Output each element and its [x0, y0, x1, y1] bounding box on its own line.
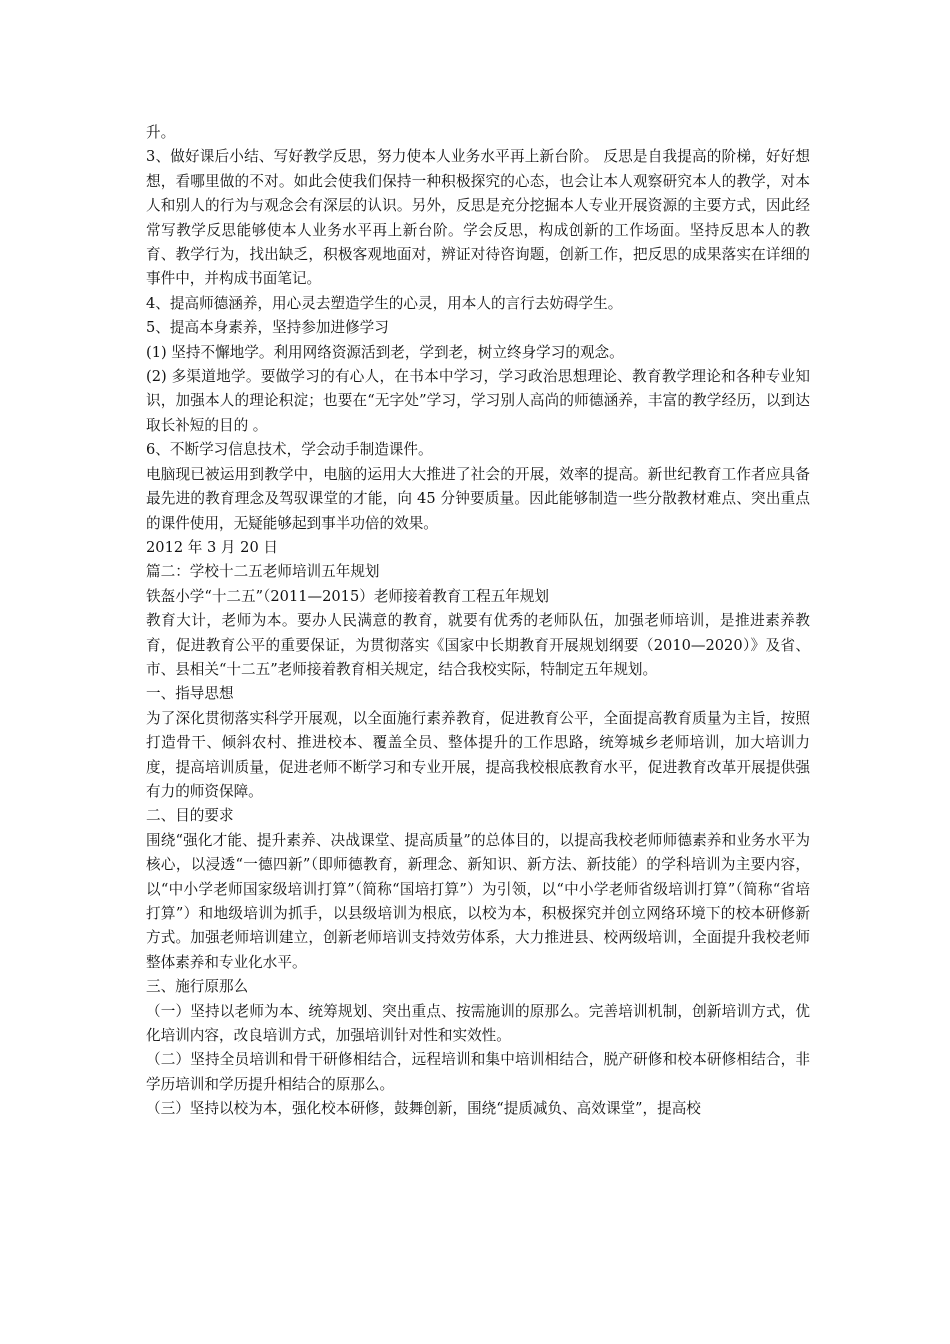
plan-title: 铁盔小学“十二五”（2011—2015）老师接着教育工程五年规划 [146, 587, 549, 605]
paragraph-goals: 围绕“强化才能、提升素养、决战课堂、提高质量”的总体目的，以提高我校老师师德素养和业务水平为核心，以浸透“一德四新”（即师德教育，新理念、新知识、新方法、新技能）的学科培训为主要内容，以“中小学老师国家级培训打算”（简称“国培打算”）为引领，以“中小学老师省级培训打算”（简称“省培打算”）和地级培训为抓手，以县级培训为根底，以校为本，积极探究并创立网络环境下的校本研修新方式。加强老师培训建立，创新老师培训支持效劳体系，大力推进县、校两级培训，全面提升我校老师整体素养和专业化水平。 [146, 831, 810, 971]
paragraph-item-5-self-improvement: 5、提高本身素养，坚持参加进修学习 [146, 319, 389, 337]
paragraph-intro: 教育大计，老师为本。要办人民满意的教育，就要有优秀的老师队伍，加强老师培训，是推进素养教育，促进教育公平的重要保证，为贯彻落实《国家中长期教育开展规划纲要（2010—2020）》及省、市、县相关“十二五”老师接着教育相关规定，结合我校实际，特制定五年规划。 [146, 612, 810, 678]
paragraph-principle-3: （三）坚持以校为本，强化校本研修，鼓舞创新，围绕“提质减负、高效课堂”，提高校 [146, 1100, 701, 1118]
paragraph-computer-use: 电脑现已被运用到教学中，电脑的运用大大推进了社会的开展，效率的提高。新世纪教育工作者应具备最先进的教育理念及驾驭课堂的才能，向 45 分钟要质量。因此能够制造一些分散教材难点、突出重点的课件使用，无疑能够起到事半功倍的效果。 [146, 465, 810, 532]
heading-guiding-thought: 一、指导思想 [146, 685, 234, 703]
paragraph-continuation: 升。 [146, 124, 176, 141]
paragraph-principle-2: （二）坚持全员培训和骨干研修相结合，远程培训和集中培训相结合，脱产研修和校本研修相结合，非学历培训和学历提升相结合的原那么。 [146, 1051, 810, 1093]
paragraph-guiding-thought: 为了深化贯彻落实科学开展观，以全面施行素养教育，促进教育公平，全面提高教育质量为主旨，按照打造骨干、倾斜农村、推进校本、覆盖全员、整体提升的工作思路，统筹城乡老师培训，加大培训力度，提高培训质量，促进老师不断学习和专业开展，提高我校根底教育水平，促进教育改革开展提供强有力的师资保障。 [146, 709, 810, 800]
paragraph-subitem-2: (2) 多渠道地学。要做学习的有心人，在书本中学习，学习政治思想理论、教育教学理论和各种专业知识，加强本人的理论积淀；也要在“无字处”学习，学习别人高尚的师德涵养，丰富的教学经历，以到达取长补短的目的 。 [146, 368, 810, 434]
paragraph-item-3-reflection: 3、做好课后小结、写好教学反思，努力使本人业务水平再上新台阶。 反思是自我提高的阶梯，好好想想，看哪里做的不对。如此会使我们保持一种积极探究的心态，也会让本人观察研究本人的教学，对本人和别人的行为与观念会有深层的认识。另外，反思是充分挖掘本人专业开展资源的主要方式，因此经常写教学反思能够使本人业务水平再上新台阶。学会反思，构成创新的工作场面。坚持反思本人的教育、教学行为，找出缺乏，积极客观地面对，辨证对待咨询题，创新工作，把反思的成果落实在详细的事件中，并构成书面笔记。 [146, 148, 810, 288]
paragraph-subitem-1: (1) 坚持不懈地学。利用网络资源活到老，学到老，树立终身学习的观念。 [146, 343, 624, 361]
paragraph-item-6-it: 6、不断学习信息技术，学会动手制造课件。 [146, 441, 433, 459]
heading-goals: 二、目的要求 [146, 807, 234, 825]
paragraph-principle-1: （一）坚持以老师为本、统筹规划、突出重点、按需施训的原那么。完善培训机制，创新培训方式，优化培训内容，改良培训方式，加强培训针对性和实效性。 [146, 1002, 810, 1045]
paragraph-item-4-ethics: 4、提高师德涵养，用心灵去塑造学生的心灵，用本人的言行去妨碍学生。 [146, 294, 623, 312]
heading-principles: 三、施行原那么 [146, 978, 249, 996]
paragraph-date: 2012 年 3 月 20 日 [146, 538, 278, 556]
document-page [146, 121, 810, 1122]
section-title-part-two: 篇二：学校十二五老师培训五年规划 [146, 563, 380, 581]
